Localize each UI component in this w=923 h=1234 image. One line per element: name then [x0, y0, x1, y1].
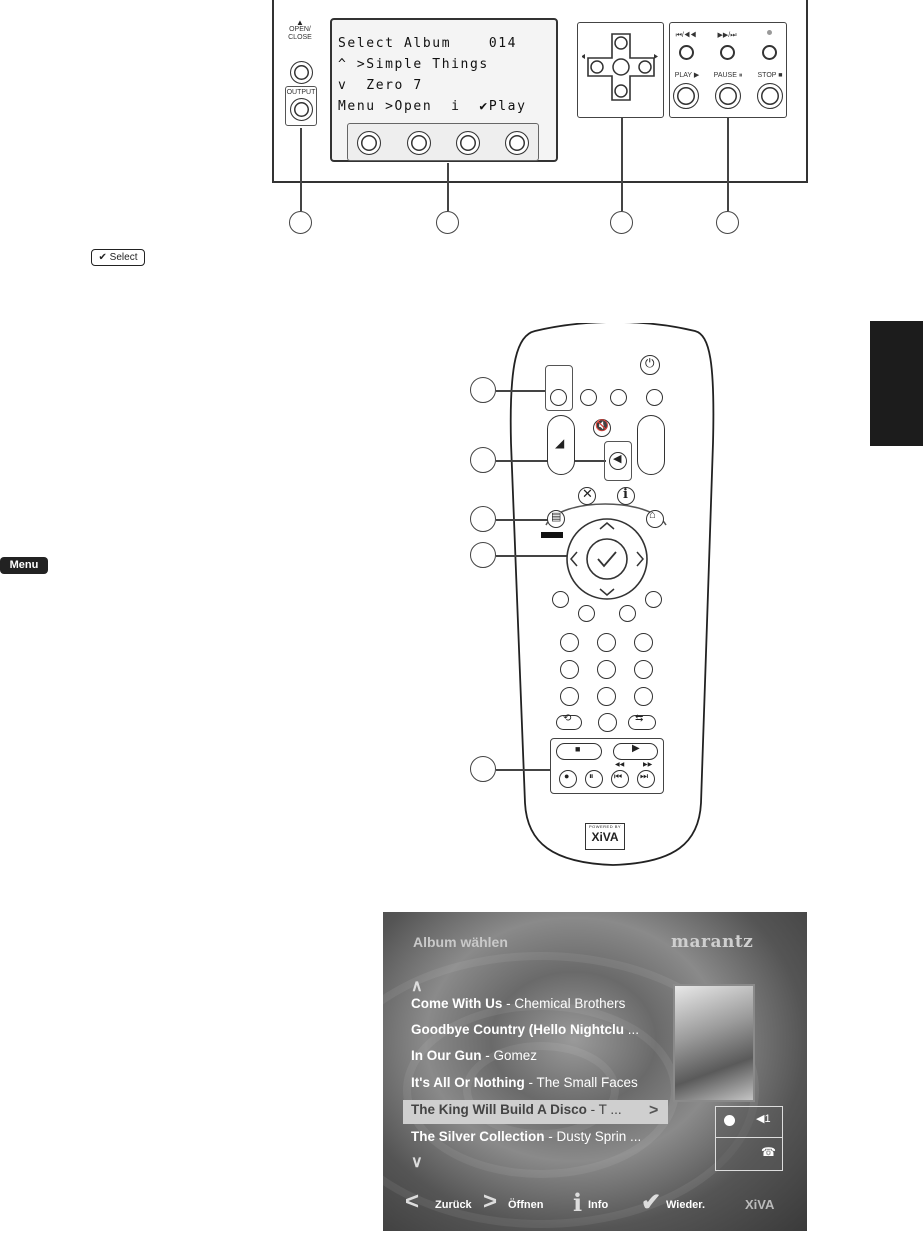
remote-callout-4	[470, 542, 496, 568]
album-title: Come With Us	[411, 996, 503, 1011]
album-list-item[interactable]	[411, 1022, 639, 1037]
callout-circle-1	[289, 211, 312, 234]
select-key-icon: ✔ Select	[91, 249, 145, 266]
function-button-3[interactable]	[619, 605, 636, 622]
remote-pause-button[interactable]	[585, 770, 603, 788]
source-button-4[interactable]	[646, 389, 663, 406]
repeat-icon: ⟲	[563, 713, 572, 724]
number-key-0[interactable]	[598, 713, 617, 732]
album-title: It's All Or Nothing	[411, 1075, 525, 1090]
output-label: OUTPUT	[286, 89, 316, 96]
remote-callout-line-5	[496, 769, 551, 771]
prev-label: ⏮/◀◀	[675, 32, 697, 39]
function-button-1[interactable]	[552, 591, 569, 608]
callout-circle-2	[436, 211, 459, 234]
open-arrow-icon[interactable]: >	[649, 1102, 659, 1119]
forward-icon[interactable]: >	[483, 1188, 498, 1215]
remote-logo-text: XiVA	[591, 830, 619, 844]
status-indicator	[724, 1115, 735, 1126]
play-button[interactable]	[673, 83, 699, 109]
callout-circle-4	[716, 211, 739, 234]
remote-callout-3	[470, 506, 496, 532]
album-artist: - The Small Faces	[524, 1075, 638, 1090]
callout-line-2	[447, 163, 449, 211]
number-key-3[interactable]	[634, 633, 653, 652]
power-icon: ⏻	[645, 356, 655, 370]
soft-key-1[interactable]	[357, 131, 381, 155]
speaker-icon: ◀	[613, 453, 622, 465]
menu-icon: ▤	[551, 511, 562, 523]
remote-callout-line-1	[496, 390, 546, 392]
callout-line-3	[621, 118, 623, 211]
number-key-5[interactable]	[597, 660, 616, 679]
tv-screen	[383, 912, 807, 1231]
info-icon: i	[623, 487, 628, 502]
lcd-line-3: v Zero 7	[338, 78, 423, 93]
back-icon[interactable]: <	[405, 1188, 420, 1215]
eject-icon: ▲	[296, 18, 304, 27]
stop-label: STOP ■	[757, 72, 783, 79]
play-label[interactable]: Wieder.	[666, 1199, 706, 1211]
volume-icon: ◢	[555, 436, 565, 450]
play-icon: ▶	[632, 743, 640, 754]
phone-icon: ☎	[761, 1145, 776, 1159]
shuffle-icon: ⇆	[635, 713, 644, 724]
status-divider	[716, 1137, 782, 1138]
skip-forward-icon: ⏭	[640, 771, 649, 781]
info-icon-tv[interactable]: i	[573, 1188, 583, 1217]
remote-callout-1	[470, 377, 496, 403]
output-button[interactable]	[290, 98, 313, 121]
function-button-4[interactable]	[645, 591, 662, 608]
open-close-label: OPEN/ CLOSE	[288, 26, 312, 41]
soft-key-3[interactable]	[456, 131, 480, 155]
pause-icon: ⏸	[589, 771, 594, 781]
lcd-line-4: Menu >Open i ✔Play	[338, 99, 527, 114]
number-key-9[interactable]	[634, 687, 653, 706]
function-button-2[interactable]	[578, 605, 595, 622]
nav-cluster	[540, 485, 674, 605]
prev-button[interactable]	[679, 45, 694, 60]
stop-icon: ■	[575, 744, 581, 754]
next-button[interactable]	[720, 45, 735, 60]
home-icon: ⌂	[649, 509, 656, 521]
album-artist: ...	[624, 1022, 640, 1037]
album-title: In Our Gun	[411, 1048, 482, 1063]
standby-led	[767, 30, 772, 35]
album-title: Goodbye Country (Hello Nightclu	[411, 1022, 624, 1037]
stop-button[interactable]	[757, 83, 783, 109]
number-key-8[interactable]	[597, 687, 616, 706]
album-artist: - Dusty Sprin ...	[544, 1129, 642, 1144]
section-tab	[870, 321, 923, 446]
rewind-icon: ◀◀	[615, 762, 625, 768]
lcd-screen	[338, 28, 550, 116]
close-icon: ✕	[582, 486, 593, 501]
scroll-up-icon[interactable]: ∧	[411, 978, 423, 995]
source-button-1[interactable]	[550, 389, 567, 406]
remote-callout-2	[470, 447, 496, 473]
source-button-3[interactable]	[610, 389, 627, 406]
lcd-line-2: ^ >Simple Things	[338, 57, 489, 72]
album-list-item[interactable]	[411, 1048, 537, 1063]
number-key-2[interactable]	[597, 633, 616, 652]
number-key-4[interactable]	[560, 660, 579, 679]
remote-logo-top: POWERED BY	[588, 824, 622, 829]
fast-forward-icon: ▶▶	[643, 762, 653, 768]
channel-rocker[interactable]	[637, 415, 665, 475]
pause-label: PAUSE ⏸	[713, 72, 743, 79]
record-icon: ●	[564, 771, 570, 781]
number-key-1[interactable]	[560, 633, 579, 652]
album-artist: - Gomez	[481, 1048, 538, 1063]
next-label: ▶▶/⏭	[717, 32, 737, 39]
open-label[interactable]: Öffnen	[508, 1199, 544, 1211]
volume-status: ◀1	[756, 1113, 771, 1125]
number-key-7[interactable]	[560, 687, 579, 706]
play-label: PLAY ▶	[674, 72, 700, 79]
number-key-6[interactable]	[634, 660, 653, 679]
lcd-line-1: Select Album 014	[338, 36, 518, 51]
album-title: The King Will Build A Disco	[411, 1102, 587, 1117]
soft-key-2[interactable]	[407, 131, 431, 155]
album-list-item[interactable]	[411, 1075, 638, 1090]
callout-line-4	[727, 118, 729, 211]
album-list-item[interactable]	[411, 1102, 622, 1117]
album-artist: - Chemical Brothers	[502, 996, 626, 1011]
info-label[interactable]: Info	[588, 1199, 609, 1211]
screen-title: Album wählen	[413, 934, 508, 950]
callout-circle-3	[610, 211, 633, 234]
remote-callout-5	[470, 756, 496, 782]
back-label[interactable]: Zurück	[435, 1199, 472, 1211]
album-list-item[interactable]	[411, 1129, 641, 1144]
skip-back-icon: ⏮	[614, 771, 623, 781]
check-icon[interactable]: ✔	[641, 1189, 662, 1216]
album-cover	[673, 984, 755, 1102]
menu-label-bar	[541, 532, 563, 538]
album-list-item[interactable]	[411, 996, 625, 1011]
dpad[interactable]	[582, 26, 660, 116]
xiva-logo: XiVA	[745, 1197, 775, 1212]
small-button[interactable]	[762, 45, 777, 60]
status-panel	[715, 1106, 783, 1171]
open-close-button[interactable]	[290, 61, 313, 84]
source-button-2[interactable]	[580, 389, 597, 406]
mute-icon: 🔇	[595, 420, 609, 432]
scroll-down-icon[interactable]: ∨	[411, 1154, 423, 1171]
album-title: The Silver Collection	[411, 1129, 545, 1144]
callout-line-1	[300, 128, 302, 211]
soft-key-4[interactable]	[505, 131, 529, 155]
brand-logo: marantz	[671, 932, 754, 952]
menu-key-icon: Menu	[0, 557, 48, 574]
pause-button[interactable]	[715, 83, 741, 109]
album-artist: - T ...	[586, 1102, 622, 1117]
remote-logo	[585, 823, 625, 850]
